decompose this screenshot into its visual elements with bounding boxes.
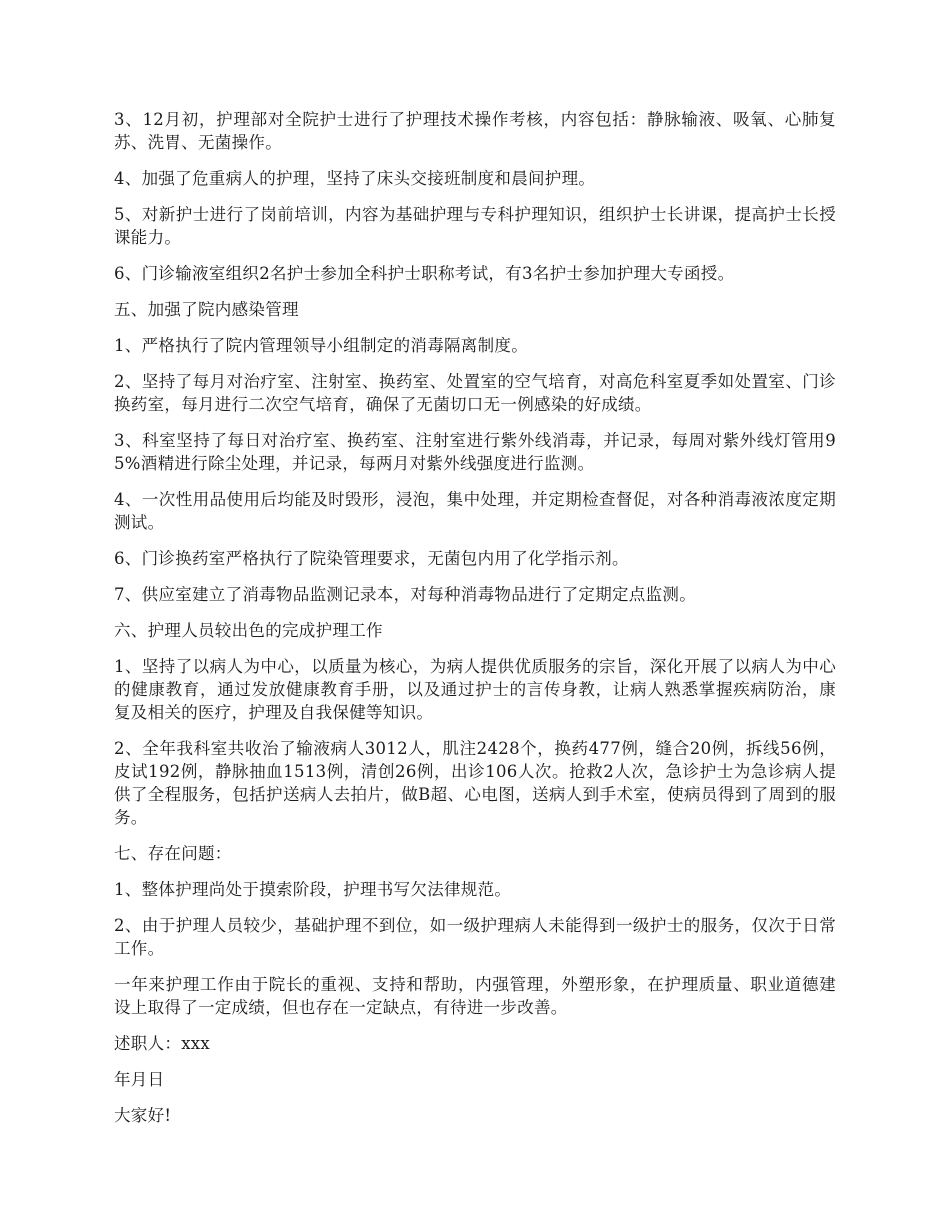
paragraph-item-6-dressing-room: 6、门诊换药室严格执行了院染管理要求，无菌包内用了化学指示剂。: [114, 549, 629, 568]
paragraph-item-3-assessment: 3、12月初，护理部对全院护士进行了护理技术操作考核，内容包括：静脉输液、吸氧、心肺复苏、洗胃、无菌操作。: [114, 110, 836, 152]
paragraph-item-7-supply-room: 7、供应室建立了消毒物品监测记录本，对每种消毒物品进行了定期定点监测。: [114, 585, 696, 604]
paragraph-item-2-annual-stats: 2、全年我科室共收治了输液病人3012人，肌注2428个，换药477例，缝合20例，拆线56例，皮试192例，静脉抽血1513例，清创26例，出诊106人次。抢救2人次，急诊护士为急诊病人提供了全程服务，包括护送病人去拍片，做B超、心电图，送病人到手术室，使病员得到了周到的服务。: [114, 739, 836, 827]
signature-line: 述职人：xxx: [114, 1034, 211, 1053]
document-body: [114, 108, 836, 1140]
section-heading-infection-control: 五、加强了院内感染管理: [114, 300, 299, 319]
paragraph-item-4-disposables: 4、一次性用品使用后均能及时毁形，浸泡，集中处理，并定期检查督促，对各种消毒液浓度定期测试。: [114, 490, 836, 532]
paragraph-summary: 一年来护理工作由于院长的重视、支持和帮助，内强管理，外塑形象，在护理质量、职业道德建设上取得了一定成绩，但也存在一定缺点，有待进一步改善。: [114, 975, 836, 1017]
paragraph-item-1-patient-centered: 1、坚持了以病人为中心，以质量为核心，为病人提供优质服务的宗旨，深化开展了以病人为中心的健康教育，通过发放健康教育手册，以及通过护士的言传身教，让病人熟悉掌握疾病防治，康复及相关的医疗，护理及自我保健等知识。: [114, 657, 836, 722]
greeting-line: 大家好!: [114, 1106, 172, 1125]
paragraph-item-2-staff-shortage: 2、由于护理人员较少，基础护理不到位，如一级护理病人未能得到一级护士的服务，仅次于日常工作。: [114, 916, 836, 958]
paragraph-item-1-holistic-care: 1、整体护理尚处于摸索阶段，护理书写欠法律规范。: [114, 880, 512, 899]
paragraph-item-5-training: 5、对新护士进行了岗前培训，内容为基础护理与专科护理知识，组织护士长讲课，提高护士长授课能力。: [114, 205, 836, 247]
date-line: 年月日: [114, 1070, 165, 1089]
section-heading-nursing-work: 六、护理人员较出色的完成护理工作: [114, 621, 383, 640]
paragraph-item-3-uv: 3、科室坚持了每日对治疗室、换药室、注射室进行紫外线消毒，并记录，每周对紫外线灯管用95%酒精进行除尘处理，并记录，每两月对紫外线强度进行监测。: [114, 431, 836, 473]
paragraph-item-1-disinfection: 1、严格执行了院内管理领导小组制定的消毒隔离制度。: [114, 336, 528, 355]
paragraph-item-2-air-culture: 2、坚持了每月对治疗室、注射室、换药室、处置室的空气培育，对高危科室夏季如处置室、门诊换药室，每月进行二次空气培育，确保了无菌切口无一例感染的好成绩。: [114, 372, 836, 414]
paragraph-item-6-exam: 6、门诊输液室组织2名护士参加全科护士职称考试，有3名护士参加护理大专函授。: [114, 264, 735, 283]
paragraph-item-4-critical-care: 4、加强了危重病人的护理，坚持了床头交接班制度和晨间护理。: [114, 169, 596, 188]
section-heading-problems: 七、存在问题：: [114, 844, 232, 863]
